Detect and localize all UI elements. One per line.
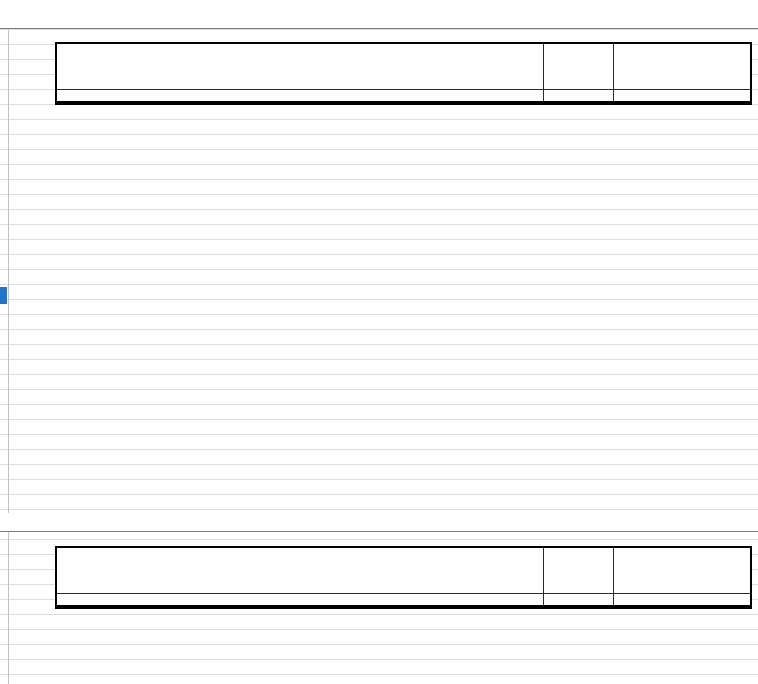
subheader-empty-cell[interactable] — [543, 90, 613, 101]
header-name-column[interactable] — [57, 548, 543, 593]
header-name-column[interactable] — [57, 44, 543, 89]
header-value-column[interactable] — [613, 548, 750, 593]
section-v-header-row — [57, 548, 750, 594]
subheader-empty-cell[interactable] — [57, 594, 543, 605]
subheader-empty-cell[interactable] — [57, 90, 543, 101]
section-iv-table — [55, 42, 752, 105]
row-header-gridline — [8, 0, 9, 684]
section-v-title-cell[interactable] — [0, 513, 758, 532]
subheader-number-cell[interactable] — [613, 594, 750, 605]
header-code-column[interactable] — [543, 548, 613, 593]
subheader-number-cell[interactable] — [613, 90, 750, 101]
section-iv-header-row — [57, 44, 750, 90]
section-v-subheader-row — [57, 594, 750, 607]
section-iv-subheader-row — [57, 90, 750, 103]
selected-row-header[interactable] — [0, 287, 7, 304]
section-iv-title-cell[interactable] — [0, 9, 758, 29]
section-v-table — [55, 546, 752, 609]
header-code-column[interactable] — [543, 44, 613, 89]
subheader-empty-cell[interactable] — [543, 594, 613, 605]
header-value-column[interactable] — [613, 44, 750, 89]
